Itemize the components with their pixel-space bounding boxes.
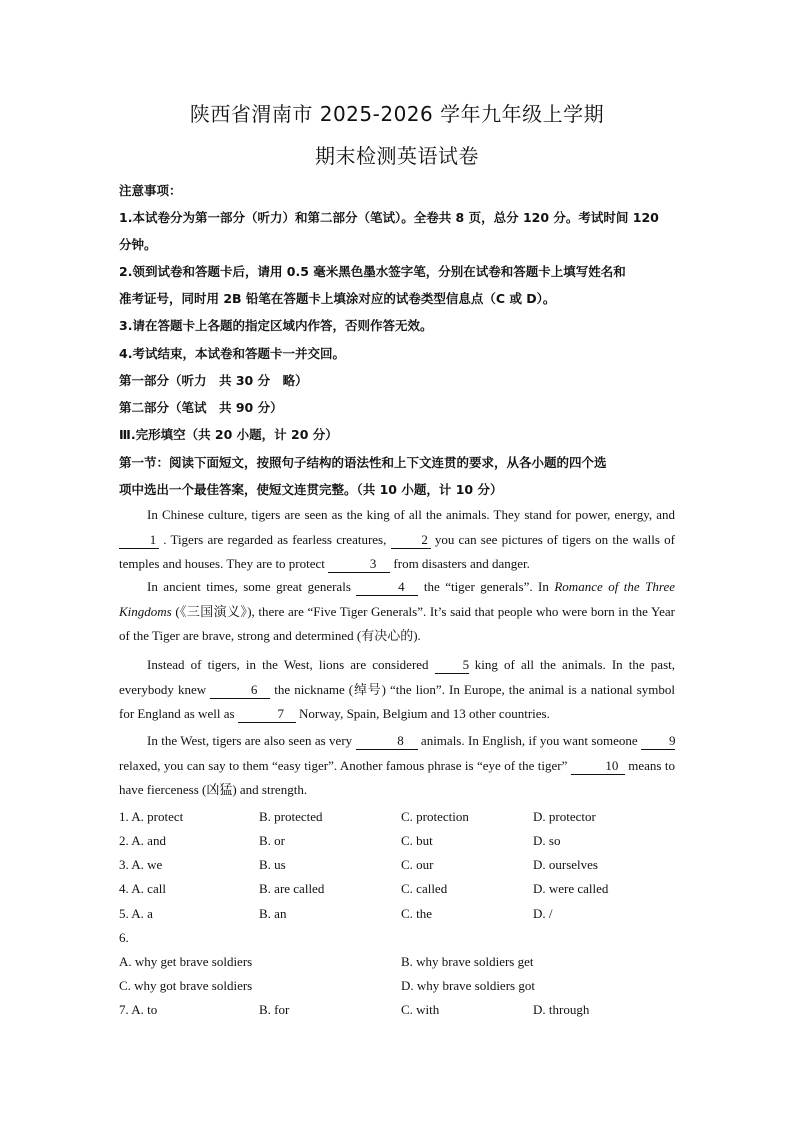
part2-heading: 第二部分（笔试 共 90 分） (119, 400, 283, 415)
option-3c[interactable]: C. our (401, 857, 434, 872)
blank-8[interactable]: 8 (356, 733, 418, 750)
notes-heading: 注意事项： (119, 183, 182, 198)
blank-4[interactable]: 4 (356, 579, 418, 596)
note-line: 2.领到试卷和答题卡后，请用 0.5 毫米黑色墨水签字笔，分别在试卷和答题卡上填写姓名和 (119, 264, 626, 279)
question-6-label-row (119, 930, 679, 950)
option-6a[interactable]: A. why get brave soldiers (119, 954, 253, 969)
passage-paragraph-1: In Chinese culture, tigers are seen as the king of all the animals. They stand for power, energy, and 1 . Tigers are regarded as fearless creatures, 2 you can see pictures of tigers on the walls of temples and houses. They are to protect 3 from disasters and danger. (119, 507, 675, 571)
options-row-1 (119, 809, 679, 829)
option-7c[interactable]: C. with (401, 1002, 440, 1017)
exam-subtitle: 期末检测英语试卷 (315, 144, 479, 168)
blank-5[interactable]: 5 (435, 657, 469, 674)
blank-3[interactable]: 3 (328, 556, 390, 573)
options-row-5 (119, 906, 679, 926)
option-2c[interactable]: C. but (401, 833, 433, 848)
question-6-number: 6. (119, 930, 129, 945)
option-1a[interactable]: 1. A. protect (119, 809, 184, 824)
option-5c[interactable]: C. the (401, 906, 433, 921)
exam-title: 陕西省渭南市 2025-2026 学年九年级上学期 (189, 102, 605, 126)
passage-paragraph-3: Instead of tigers, in the West, lions are considered 5 king of all the animals. In the past, everybody knew 6 the nickname (绰号) “the lion”. In Europe, the animal is a national symbol for England as well as 7 Norway, Spain, Belgium and 13 other countries. (119, 657, 675, 721)
passage-paragraph-4: In the West, tigers are also seen as very 8 animals. In English, if you want someone 9 relaxed, you can say to them “easy tiger”. Another famous phrase is “eye of the tiger” 10 means to have fierceness (凶猛) and strength. (119, 733, 676, 797)
option-4d[interactable]: D. were called (533, 881, 609, 896)
note-line: 3.请在答题卡上各题的指定区域内作答，否则作答无效。 (119, 318, 433, 333)
option-6c[interactable]: C. why got brave soldiers (119, 978, 253, 993)
note-line: 1.本试卷分为第一部分（听力）和第二部分（笔试）。全卷共 8 页，总分 120 分。考试时间 120 (119, 210, 659, 225)
option-5a[interactable]: 5. A. a (119, 906, 153, 921)
option-2b[interactable]: B. or (259, 833, 285, 848)
section1-instruction: 第一节：阅读下面短文，按照句子结构的语法性和上下文连贯的要求，从各小题的四个选 (119, 455, 607, 470)
option-4c[interactable]: C. called (401, 881, 448, 896)
passage-paragraph-2: In ancient times, some great generals 4 the “tiger generals”. In Romance of the Three Kingdoms (《三国演义》), there are “Five Tiger Generals”. It’s said that people who were born in the Year of the Tiger are brave, strong and determined (有决心的). (119, 579, 675, 643)
option-3b[interactable]: B. us (259, 857, 286, 872)
blank-6[interactable]: 6 (210, 682, 270, 699)
option-5b[interactable]: B. an (259, 906, 287, 921)
options-row-6b (119, 978, 679, 998)
option-6d[interactable]: D. why brave soldiers got (401, 978, 535, 993)
option-1d[interactable]: D. protector (533, 809, 596, 824)
blank-2[interactable]: 2 (391, 532, 431, 549)
option-7a[interactable]: 7. A. to (119, 1002, 158, 1017)
section1-instruction: 项中选出一个最佳答案，使短文连贯完整。（共 10 小题，计 10 分） (119, 482, 503, 497)
option-1c[interactable]: C. protection (401, 809, 469, 824)
blank-7[interactable]: 7 (238, 706, 296, 723)
options-row-4 (119, 881, 679, 901)
options-row-7 (119, 1002, 679, 1022)
option-2a[interactable]: 2. A. and (119, 833, 166, 848)
option-3a[interactable]: 3. A. we (119, 857, 163, 872)
blank-9[interactable]: 9 (641, 733, 675, 750)
note-line: 准考证号，同时用 2B 铅笔在答题卡上填涂对应的试卷类型信息点（C 或 D）。 (119, 291, 556, 306)
note-line: 4.考试结束，本试卷和答题卡一并交回。 (119, 346, 345, 361)
option-4b[interactable]: B. are called (259, 881, 325, 896)
part1-heading: 第一部分（听力 共 30 分 略） (119, 373, 308, 388)
note-line: 分钟。 (119, 237, 157, 252)
options-row-3 (119, 857, 679, 877)
options-row-6a (119, 954, 679, 974)
option-7b[interactable]: B. for (259, 1002, 290, 1017)
blank-10[interactable]: 10 (571, 758, 625, 775)
option-3d[interactable]: D. ourselves (533, 857, 598, 872)
blank-1[interactable]: 1 (119, 532, 159, 549)
section3-heading: Ⅲ.完形填空（共 20 小题，计 20 分） (119, 427, 338, 442)
option-5d[interactable]: D. / (533, 906, 553, 921)
option-2d[interactable]: D. so (533, 833, 561, 848)
option-1b[interactable]: B. protected (259, 809, 323, 824)
option-4a[interactable]: 4. A. call (119, 881, 166, 896)
option-7d[interactable]: D. through (533, 1002, 590, 1017)
options-row-2 (119, 833, 679, 853)
option-6b[interactable]: B. why brave soldiers get (401, 954, 534, 969)
